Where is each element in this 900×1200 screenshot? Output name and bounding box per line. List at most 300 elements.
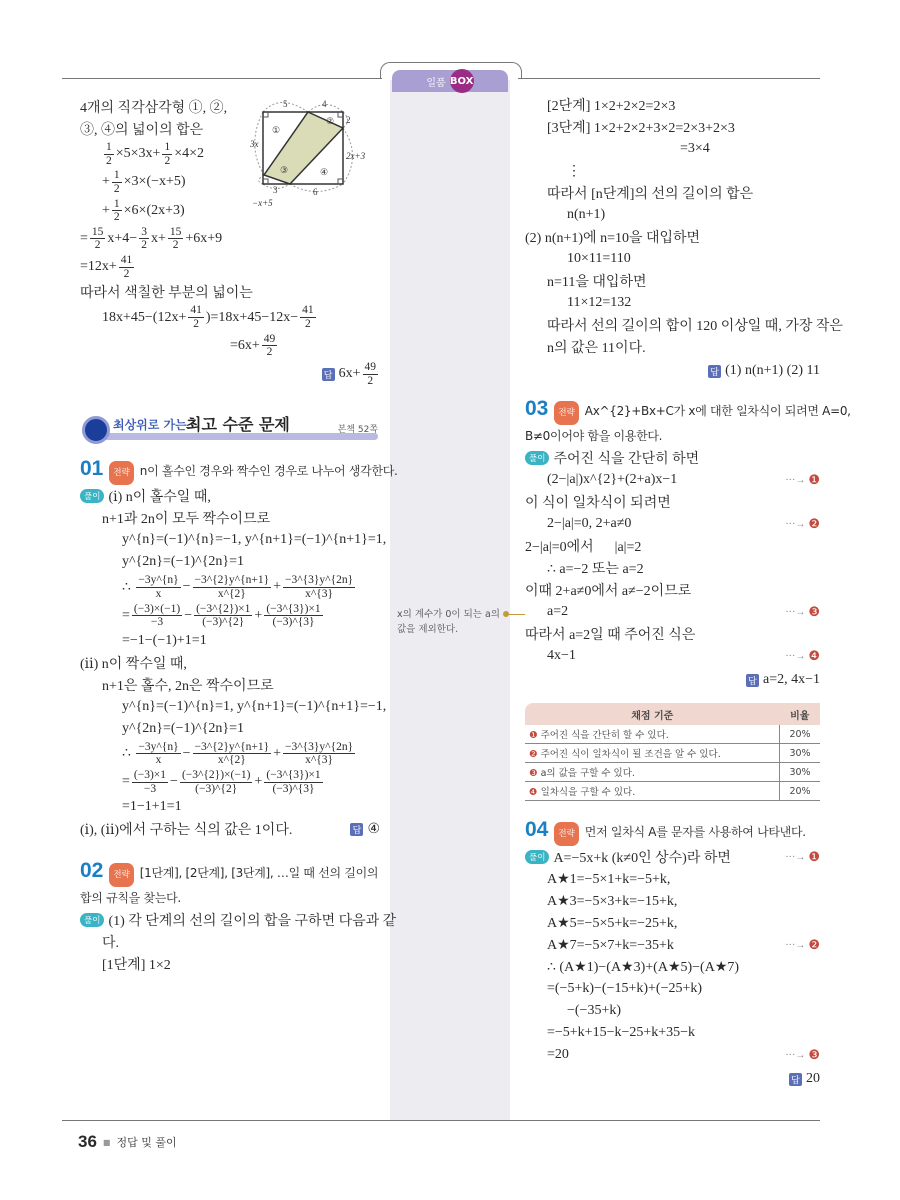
step-marker bbox=[785, 849, 820, 865]
top-rule bbox=[62, 78, 382, 79]
math-text: + bbox=[254, 607, 263, 623]
numerator: −3y^{n} bbox=[138, 740, 179, 753]
math-text: A★1=−5×1+k=−5+k, bbox=[547, 871, 671, 887]
fraction bbox=[193, 574, 272, 600]
math-text: 20 bbox=[806, 1071, 820, 1086]
grading-row bbox=[525, 763, 820, 782]
denominator: 2 bbox=[94, 239, 101, 252]
step-marker bbox=[785, 472, 820, 488]
math-text: a=2 bbox=[547, 604, 569, 619]
denominator: (−3)^{2} bbox=[202, 616, 245, 629]
question-02 bbox=[80, 859, 397, 975]
math-text: 18x+45−(12x+ bbox=[102, 309, 187, 325]
question-number: 01 bbox=[80, 457, 104, 481]
step-number: ❸ bbox=[529, 768, 538, 779]
numerator: −3^{3}y^{2n} bbox=[285, 574, 354, 587]
solution-line bbox=[525, 868, 820, 890]
math-text: ×4×2 bbox=[174, 146, 204, 162]
solution-line bbox=[80, 630, 380, 652]
region-3: ③ bbox=[280, 165, 289, 175]
fraction bbox=[188, 304, 204, 330]
solution-line bbox=[525, 182, 820, 204]
math-text: 다. bbox=[102, 936, 120, 952]
numerator: 1 bbox=[106, 141, 112, 153]
step-arrow-icon: ···→ bbox=[785, 939, 806, 951]
answer-value bbox=[339, 360, 380, 388]
label-3: 3 bbox=[273, 185, 278, 195]
question-04 bbox=[525, 819, 820, 1092]
numerator: −3^{2}y^{n+1} bbox=[194, 740, 270, 753]
math-text: n+1과 2n이 모두 짝수이므로 bbox=[102, 512, 271, 528]
math-text: ∴ a=−2 또는 a=2 bbox=[547, 562, 644, 577]
solution-lines bbox=[80, 485, 387, 840]
step-number: ❷ bbox=[808, 516, 820, 531]
solution-line bbox=[525, 1044, 820, 1066]
math-text: +6x+9 bbox=[185, 230, 223, 246]
solution-badge: 풀이 bbox=[80, 913, 104, 927]
math-text: =20 bbox=[547, 1047, 569, 1062]
intro-answer bbox=[80, 360, 380, 388]
math-text: 10×11=110 bbox=[567, 251, 631, 266]
fraction bbox=[194, 603, 252, 629]
math-text: 4x−1 bbox=[547, 648, 576, 663]
math-text: (ⅰ) n이 홀수일 때, bbox=[108, 490, 211, 506]
fraction bbox=[264, 769, 322, 795]
step-marker bbox=[785, 516, 820, 532]
math-text: 11×12=132 bbox=[567, 295, 632, 310]
numerator: 3 bbox=[141, 225, 147, 238]
section-prefix: 최상위로 가는 bbox=[113, 418, 187, 433]
solution-line bbox=[80, 485, 380, 507]
right-column bbox=[525, 94, 851, 1092]
solution-line bbox=[80, 768, 380, 796]
numerator: 1 bbox=[164, 141, 171, 153]
grading-header-criteria: 채점 기준 bbox=[525, 703, 780, 725]
solution-line bbox=[525, 292, 820, 314]
math-text: A=−5x+k (k≠0인 상수)라 하면 bbox=[553, 851, 731, 866]
math-text: 4개의 직각삼각형 ①, ②, bbox=[80, 101, 228, 116]
step-marker bbox=[785, 937, 820, 953]
step-marker bbox=[785, 648, 820, 664]
math-text: + bbox=[273, 579, 281, 595]
footer-bullet-icon: ■ bbox=[102, 1137, 111, 1147]
solution-line bbox=[80, 718, 380, 740]
step-arrow-icon: ···→ bbox=[785, 1049, 806, 1061]
solution-line bbox=[525, 138, 820, 160]
answer-value bbox=[725, 363, 820, 379]
step-marker bbox=[785, 604, 820, 620]
math-text: y^{2n}=(−1)^{2n}=1 bbox=[122, 554, 245, 570]
solution-line bbox=[525, 912, 820, 934]
math-text: − bbox=[170, 774, 178, 790]
note-pointer-line bbox=[505, 614, 525, 615]
solution-line bbox=[525, 846, 820, 868]
numerator: 1 bbox=[113, 169, 120, 182]
step-number: ❸ bbox=[808, 604, 820, 619]
solution-line bbox=[525, 978, 820, 1000]
section-title: 최고 수준 문제 bbox=[186, 415, 290, 435]
solution-line bbox=[525, 557, 820, 579]
numerator: (−3^{2})×1 bbox=[196, 602, 251, 615]
math-text: ③, ④의 넓이의 합은 bbox=[80, 123, 204, 138]
grading-ratio: 20% bbox=[780, 782, 821, 801]
strategy-badge: 전략 bbox=[554, 401, 578, 425]
answer-badge: 답 bbox=[322, 368, 335, 381]
math-text: A★3=−5×3+k=−15+k, bbox=[547, 893, 678, 909]
math-text: + bbox=[273, 745, 281, 761]
math-text: =12x+ bbox=[80, 259, 117, 275]
numerator: (−3^{3})×1 bbox=[266, 602, 321, 615]
math-text: n의 값은 11이다. bbox=[547, 341, 646, 356]
fraction bbox=[112, 169, 122, 195]
math-text: =3×4 bbox=[680, 141, 710, 156]
denominator: 2 bbox=[164, 154, 171, 167]
math-text: = bbox=[122, 607, 130, 623]
math-text: + bbox=[102, 202, 110, 218]
math-text: =−1−(−1)+1=1 bbox=[122, 632, 207, 648]
math-text: − bbox=[184, 607, 193, 623]
solution-lines bbox=[525, 94, 843, 358]
grading-criteria-text: 일차식을 구할 수 있다. bbox=[540, 787, 636, 798]
strategy-text: n이 홀수인 경우와 짝수인 경우로 나누어 생각한다. bbox=[139, 464, 398, 479]
numerator: −3^{2}y^{n+1} bbox=[194, 574, 270, 587]
inline-answer bbox=[350, 821, 380, 838]
math-text: ∴ bbox=[122, 746, 135, 762]
math-text: (1) n(n+1) (2) 11 bbox=[725, 363, 820, 378]
denominator: 2 bbox=[113, 182, 120, 195]
label-neg-x5: −x+5 bbox=[252, 198, 273, 208]
fraction bbox=[168, 226, 184, 252]
denominator: 2 bbox=[304, 318, 311, 331]
fraction bbox=[136, 574, 180, 600]
solution-line bbox=[525, 934, 820, 956]
solution-line bbox=[525, 491, 820, 513]
numerator: 41 bbox=[302, 304, 314, 317]
math-text: A★5=−5×5+k=−25+k, bbox=[547, 915, 678, 931]
answer-value bbox=[763, 672, 820, 688]
fraction bbox=[193, 741, 272, 767]
solution-line bbox=[80, 225, 380, 253]
step-number: ❶ bbox=[808, 472, 820, 487]
fraction bbox=[139, 226, 149, 252]
question-number: 02 bbox=[80, 859, 104, 883]
page-footer bbox=[78, 1132, 177, 1152]
grading-criteria bbox=[525, 782, 780, 801]
solution-line bbox=[525, 890, 820, 912]
answer-value bbox=[806, 1071, 820, 1087]
numerator: −3y^{n} bbox=[138, 574, 179, 587]
math-text: (2−|a|)x^{2}+(2+a)x−1 bbox=[547, 472, 678, 487]
grading-criteria bbox=[525, 744, 780, 763]
fraction bbox=[363, 361, 379, 387]
solution-line bbox=[80, 818, 380, 840]
solution-line bbox=[80, 332, 380, 360]
step-arrow-icon: ···→ bbox=[785, 474, 806, 486]
numerator: 41 bbox=[190, 304, 202, 317]
solution-line bbox=[525, 160, 820, 182]
math-text: =(−5+k)−(−15+k)+(−25+k) bbox=[547, 981, 703, 996]
denominator: x bbox=[155, 587, 162, 600]
label-3x: 3x bbox=[250, 139, 259, 149]
step-number: ❷ bbox=[808, 937, 820, 952]
solution-line bbox=[80, 696, 387, 718]
denominator: x^{2} bbox=[217, 587, 246, 600]
math-text: n+1은 홀수, 2n은 짝수이므로 bbox=[102, 678, 274, 694]
fraction bbox=[283, 574, 355, 600]
denominator: 2 bbox=[141, 239, 147, 252]
left-column bbox=[80, 96, 398, 975]
solution-lines bbox=[525, 447, 820, 667]
denominator: 2 bbox=[123, 267, 130, 280]
solution-line bbox=[80, 529, 387, 551]
grading-ratio: 30% bbox=[780, 763, 821, 782]
grading-row bbox=[525, 744, 820, 763]
label-6: 6 bbox=[313, 187, 318, 197]
section-header bbox=[78, 410, 378, 442]
step-number: ❹ bbox=[808, 648, 820, 663]
question-number: 04 bbox=[525, 818, 549, 841]
denominator: x^{3} bbox=[305, 587, 334, 600]
math-text: (ⅰ), (ⅱ)에서 구하는 식의 값은 1이다. bbox=[80, 823, 293, 839]
solution-line bbox=[525, 314, 843, 336]
section-bullet-icon bbox=[82, 416, 110, 444]
math-text: )=18x+45−12x− bbox=[205, 309, 299, 325]
math-text: (1) 각 단계의 선의 길이의 합을 구하면 다음과 같 bbox=[108, 914, 397, 930]
section-page-ref: 본책 52쪽 bbox=[337, 425, 378, 436]
step-arrow-icon: ···→ bbox=[785, 606, 806, 618]
fraction bbox=[132, 769, 168, 795]
solution-line bbox=[525, 623, 820, 645]
math-text: [1단계] 1×2 bbox=[102, 958, 171, 974]
denominator: x bbox=[155, 754, 162, 767]
math-text: x+ bbox=[150, 230, 166, 246]
denominator: 2 bbox=[266, 346, 273, 359]
solution-line bbox=[525, 1022, 820, 1044]
solution-line bbox=[525, 535, 820, 557]
math-text: 따라서 a=2일 때 주어진 식은 bbox=[525, 628, 696, 643]
answer-badge: 답 bbox=[350, 823, 363, 836]
math-text: + bbox=[102, 174, 110, 190]
math-text: ×5×3x+ bbox=[115, 146, 161, 162]
math-text: y^{n}=(−1)^{n}=−1, y^{n+1}=(−1)^{n+1}=1, bbox=[122, 532, 387, 548]
solution-badge: 풀이 bbox=[525, 850, 549, 864]
solution-badge: 풀이 bbox=[525, 451, 549, 465]
denominator: 2 bbox=[106, 154, 112, 167]
fraction bbox=[162, 141, 172, 167]
denominator: 2 bbox=[172, 239, 179, 252]
math-text: 따라서 [n단계]의 선의 길이의 합은 bbox=[547, 187, 754, 202]
solution-line bbox=[80, 602, 380, 630]
solution-line bbox=[525, 579, 820, 601]
fraction bbox=[283, 741, 355, 767]
solution-line bbox=[525, 94, 820, 116]
denominator: (−3)^{3} bbox=[272, 616, 315, 629]
fraction bbox=[264, 603, 322, 629]
math-text: −(−35+k) bbox=[567, 1003, 622, 1018]
solution-line bbox=[80, 253, 380, 281]
math-text: = bbox=[80, 230, 88, 246]
numerator: (−3^{2})×(−1) bbox=[181, 769, 251, 782]
numerator: 49 bbox=[364, 360, 376, 373]
solution-line bbox=[525, 956, 820, 978]
strategy-text-cont: 합의 규칙을 찾는다. bbox=[80, 891, 181, 906]
math-text: [2단계] 1×2+2×2=2×3 bbox=[547, 99, 676, 114]
tab-label: 일품 bbox=[426, 77, 446, 89]
numerator: 15 bbox=[169, 225, 182, 238]
step-number: ❸ bbox=[808, 1047, 820, 1062]
answer-badge: 답 bbox=[746, 674, 759, 687]
numerator: (−3)×1 bbox=[133, 769, 167, 782]
solution-line bbox=[80, 507, 380, 529]
solution-line bbox=[525, 116, 820, 138]
strategy-text: Ax^{2}+Bx+C가 x에 대한 일차식이 되려면 A=0, bbox=[584, 404, 851, 418]
fraction bbox=[119, 254, 135, 280]
grading-row bbox=[525, 725, 820, 744]
ilpum-box-tab bbox=[392, 70, 508, 92]
math-text: y^{2n}=(−1)^{2n}=1 bbox=[122, 720, 245, 736]
step-arrow-icon: ···→ bbox=[785, 518, 806, 530]
solution-line bbox=[525, 204, 820, 226]
step-number: ❶ bbox=[529, 730, 538, 741]
step-marker bbox=[785, 1047, 820, 1063]
footer-label: 정답 및 풀이 bbox=[116, 1136, 177, 1149]
solution-line bbox=[525, 248, 820, 270]
answer-badge: 답 bbox=[708, 365, 721, 378]
step-number: ❷ bbox=[529, 749, 538, 760]
solution-lines bbox=[525, 846, 820, 1066]
math-text: − bbox=[182, 579, 191, 595]
math-text: =−5+k+15−k−25+k+35−k bbox=[547, 1025, 696, 1040]
denominator: x^{3} bbox=[305, 754, 334, 767]
question-03 bbox=[525, 397, 851, 801]
question-02-continued bbox=[525, 94, 843, 384]
denominator: −3 bbox=[143, 782, 157, 795]
math-text: ∴ (A★1)−(A★3)+(A★5)−(A★7) bbox=[547, 959, 740, 975]
grading-criteria bbox=[525, 725, 780, 744]
grading-row bbox=[525, 782, 820, 801]
strategy-text-cont: B≠0이어야 함을 이용한다. bbox=[525, 429, 663, 443]
question-03-answer bbox=[525, 667, 820, 693]
tab-box-badge: BOX bbox=[450, 69, 474, 93]
solution-lines bbox=[80, 909, 397, 975]
math-text: 따라서 선의 길이의 합이 120 이상일 때, 가장 작은 bbox=[547, 319, 843, 334]
solution-line bbox=[80, 551, 380, 573]
step-number: ❶ bbox=[808, 849, 820, 864]
solution-line bbox=[525, 1000, 820, 1022]
strategy-badge: 전략 bbox=[554, 822, 578, 846]
grading-ratio: 20% bbox=[780, 725, 821, 744]
grading-criteria-text: 주어진 식을 간단히 할 수 있다. bbox=[540, 730, 669, 741]
trapezoid-diagram bbox=[250, 95, 380, 210]
strategy-text: [1단계], [2단계], [3단계], …일 때 선의 길이의 bbox=[139, 866, 379, 881]
grading-table bbox=[525, 703, 820, 801]
fraction bbox=[136, 741, 180, 767]
math-text: 따라서 색칠한 부분의 넓이는 bbox=[80, 286, 253, 302]
math-text: 6x+ bbox=[338, 366, 361, 382]
numerator: (−3^{3})×1 bbox=[266, 769, 321, 782]
question-header bbox=[80, 860, 380, 887]
solution-line bbox=[80, 953, 380, 975]
top-rule bbox=[518, 78, 820, 79]
math-text: [3단계] 1×2+2×2+3×2=2×3+2×3 bbox=[547, 121, 735, 136]
step-arrow-icon: ···→ bbox=[785, 851, 806, 863]
question-header bbox=[80, 457, 398, 485]
grading-ratio: 30% bbox=[780, 744, 821, 763]
math-text: ×3×(−x+5) bbox=[123, 174, 186, 190]
denominator: −3 bbox=[150, 616, 164, 629]
fraction bbox=[132, 603, 182, 629]
denominator: 2 bbox=[193, 318, 199, 331]
step-arrow-icon: ···→ bbox=[785, 650, 806, 662]
numerator: −3^{3}y^{2n} bbox=[285, 740, 354, 753]
denominator: x^{2} bbox=[217, 754, 246, 767]
answer-badge: 답 bbox=[789, 1073, 802, 1086]
grading-criteria-text: a의 값을 구할 수 있다. bbox=[540, 768, 635, 779]
solution-line bbox=[80, 931, 380, 953]
grading-criteria-text: 주어진 식이 일차식이 될 조건을 알 수 있다. bbox=[540, 749, 721, 760]
numerator: (−3)×(−1) bbox=[133, 602, 181, 615]
math-text: 이 식이 일차식이 되려면 bbox=[525, 496, 671, 511]
solution-line bbox=[525, 270, 820, 292]
denominator: (−3)^{3} bbox=[272, 782, 315, 795]
math-text: 이때 2+a≠0에서 a≠−2이므로 bbox=[525, 584, 692, 599]
math-text: 2−|a|=0, 2+a≠0 bbox=[547, 516, 632, 531]
solution-line bbox=[80, 652, 380, 674]
math-text: − bbox=[182, 745, 191, 761]
question-02-answer bbox=[525, 358, 820, 384]
strategy-text: 먼저 일차식 A를 문자를 사용하여 나타낸다. bbox=[584, 825, 806, 839]
denominator: 2 bbox=[113, 211, 120, 224]
solution-line bbox=[80, 909, 397, 931]
question-header bbox=[525, 819, 820, 846]
math-text: (ⅱ) n이 짝수일 때, bbox=[80, 656, 187, 672]
solution-line bbox=[80, 796, 380, 818]
solution-line bbox=[80, 674, 380, 696]
strategy-badge: 전략 bbox=[109, 863, 133, 887]
solution-line bbox=[80, 303, 380, 331]
denominator: 2 bbox=[367, 374, 374, 387]
solution-line bbox=[525, 513, 820, 535]
math-text: =1−1+1=1 bbox=[122, 799, 182, 815]
grading-header-ratio: 비율 bbox=[780, 703, 821, 725]
region-1: ① bbox=[272, 125, 281, 135]
region-4: ④ bbox=[320, 167, 329, 177]
label-2x3: 2x+3 bbox=[346, 151, 366, 161]
denominator: (−3)^{2} bbox=[195, 782, 238, 795]
numerator: 49 bbox=[263, 332, 276, 345]
fraction bbox=[180, 769, 252, 795]
numerator: 1 bbox=[113, 197, 120, 210]
math-text: = bbox=[122, 774, 130, 790]
math-text: =6x+ bbox=[230, 337, 260, 353]
math-text: (2) n(n+1)에 n=10을 대입하면 bbox=[525, 231, 701, 246]
math-text: ④ bbox=[367, 821, 380, 837]
question-number: 03 bbox=[525, 397, 549, 420]
math-text: n(n+1) bbox=[567, 207, 606, 222]
question-01 bbox=[80, 457, 398, 840]
strategy-badge: 전략 bbox=[109, 461, 133, 485]
label-5: 5 bbox=[283, 99, 288, 109]
label-4: 4 bbox=[322, 99, 327, 109]
math-text: + bbox=[254, 774, 263, 790]
math-text: ∴ bbox=[122, 579, 135, 595]
numerator: 41 bbox=[120, 254, 133, 267]
solution-badge: 풀이 bbox=[80, 489, 104, 503]
solution-line bbox=[80, 573, 380, 601]
math-text: A★7=−5×7+k=−35+k bbox=[547, 937, 674, 953]
question-04-answer bbox=[525, 1066, 820, 1092]
math-text: a=2, 4x−1 bbox=[762, 672, 820, 687]
